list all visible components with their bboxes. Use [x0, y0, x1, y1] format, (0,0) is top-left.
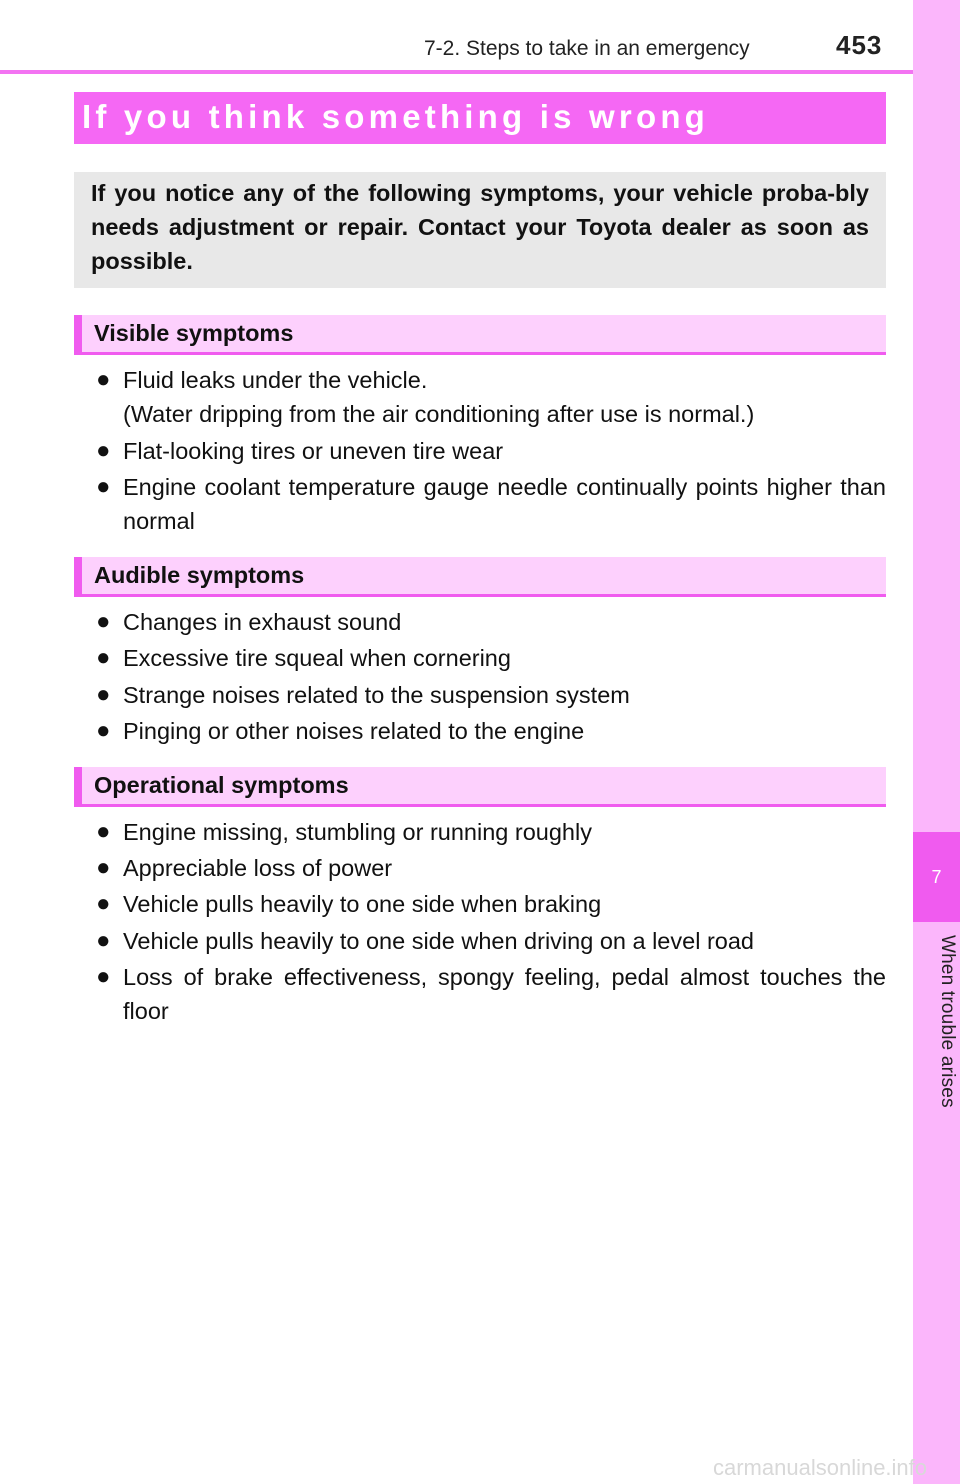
bullet-icon: ● — [96, 681, 111, 708]
section-heading: Audible symptoms — [94, 562, 305, 588]
bullet-icon: ● — [96, 717, 111, 744]
list-item-text: Strange noises related to the suspension system — [123, 682, 630, 708]
list-item — [96, 851, 886, 885]
bullet-icon: ● — [96, 473, 111, 500]
intro-text: If you notice any of the following symptoms, your vehicle proba-bly needs adjustment or repair. Contact your Toyota dealer as soon as possible. — [91, 180, 869, 274]
section-header-visible — [74, 315, 886, 355]
section-heading: Visible symptoms — [94, 320, 294, 346]
bullet-icon: ● — [96, 644, 111, 671]
chapter-number-tab: 7 — [913, 832, 960, 922]
bullet-icon: ● — [96, 890, 111, 917]
section-header-audible — [74, 557, 886, 597]
page-number: 453 — [836, 30, 883, 60]
bullet-icon: ● — [96, 963, 111, 990]
list-item-text: Pinging or other noises related to the engine — [123, 718, 585, 744]
list-item-note: (Water dripping from the air conditioning after use is normal.) — [123, 401, 755, 427]
list-item — [96, 714, 886, 748]
bullet-icon: ● — [96, 818, 111, 845]
list-item-text: Excessive tire squeal when cornering — [123, 645, 511, 671]
list-item — [96, 470, 886, 538]
watermark: carmanualsonline.info — [713, 1455, 928, 1480]
list-item-text: Engine missing, stumbling or running roughly — [123, 819, 592, 845]
list-item — [96, 960, 886, 1028]
bullet-icon: ● — [96, 437, 111, 464]
list-item-text: Engine coolant temperature gauge needle continually points higher than normal — [123, 474, 886, 534]
section-heading: Operational symptoms — [94, 772, 349, 798]
list-item — [96, 641, 886, 675]
list-item-text: Appreciable loss of power — [123, 855, 393, 881]
list-item — [96, 815, 886, 849]
list-item-text: Vehicle pulls heavily to one side when driving on a level road — [123, 928, 754, 954]
list-item-text: Changes in exhaust sound — [123, 609, 402, 635]
chapter-title-vertical: When trouble arises — [937, 935, 958, 1108]
header-divider — [0, 70, 913, 74]
list-item-text: Loss of brake effectiveness, spongy feeling, pedal almost touches the floor — [123, 964, 886, 1024]
list-item-text: Vehicle pulls heavily to one side when braking — [123, 891, 602, 917]
section-header-operational — [74, 767, 886, 807]
list-item-text: Fluid leaks under the vehicle. — [123, 367, 428, 393]
bullet-icon: ● — [96, 854, 111, 881]
list-item-text: Flat-looking tires or uneven tire wear — [123, 438, 504, 464]
intro-box — [74, 172, 886, 288]
header-section-title: 7-2. Steps to take in an emergency — [424, 37, 750, 60]
list-item — [96, 887, 886, 921]
bullet-icon: ● — [96, 366, 111, 393]
bullet-icon: ● — [96, 608, 111, 635]
list-item — [96, 605, 886, 639]
side-tab — [913, 0, 960, 1484]
bullet-icon: ● — [96, 927, 111, 954]
page-title: If you think something is wrong — [82, 98, 710, 135]
list-item — [96, 363, 886, 431]
list-item — [96, 924, 886, 958]
list-item — [96, 678, 886, 712]
list-item — [96, 434, 886, 468]
